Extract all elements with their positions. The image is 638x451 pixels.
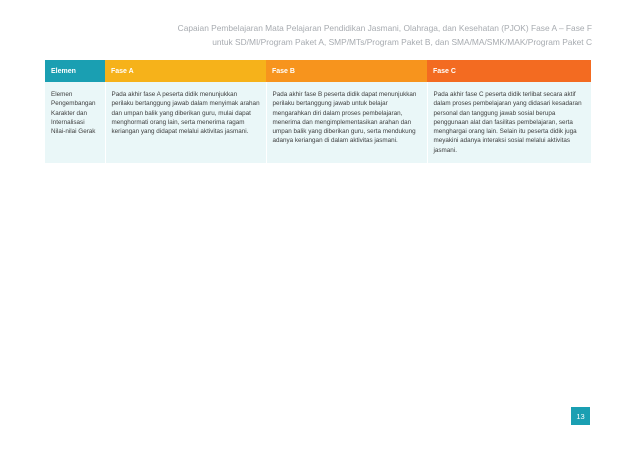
cell-fase-c: Pada akhir fase C peserta didik terlibat secara aktif dalam proses pembelajaran yang didasari kesadaran personal dan tanggung jawab sosial berupa penggunaan alat dan fasilitas pembelajaran, serta menghargai orang lain. Selain itu peserta didik juga meyakini adanya interaksi sosial melalui aktivitas jasmani. <box>427 82 591 163</box>
header-clip <box>0 0 638 60</box>
page-number: 13 <box>576 411 585 421</box>
header-fase-c: Fase C <box>427 60 591 82</box>
cell-fase-a: Pada akhir fase A peserta didik menunjukkan perilaku bertanggung jawab dalam menyimak arahan dan umpan balik yang diberikan guru, mulai dapat menghormati orang lain, serta menerima ragam keriangan yang didapat melalui aktivitas jasmani. <box>105 82 266 163</box>
cell-fase-b: Pada akhir fase B peserta didik dapat menunjukkan perilaku bertanggung jawab untuk belajar mengarahkan diri dalam proses pembelajaran, menerima dan mengimplementasikan arahan dan umpan balik yang diberikan guru, serta mendukung adanya keriangan di dalam aktivitas jasmani. <box>266 82 427 163</box>
header-fase-b: Fase B <box>266 60 427 82</box>
page-number-badge <box>571 407 590 425</box>
cell-elemen: Elemen Pengembangan Karakter dan Internalisasi Nilai-nilai Gerak <box>45 82 105 163</box>
header-elemen: Elemen <box>45 60 105 82</box>
header-fase-a: Fase A <box>105 60 266 82</box>
table-row <box>45 82 591 163</box>
capaian-table <box>45 60 592 163</box>
header-line-2: untuk SD/MI/Program Paket A, SMP/MTs/Program Paket B, dan SMA/MA/SMK/MAK/Program Paket C <box>212 37 592 47</box>
header-line-1: Capaian Pembelajaran Mata Pelajaran Pendidikan Jasmani, Olahraga, dan Kesehatan (PJOK) Fase A – Fase F <box>177 23 592 33</box>
table-header-row <box>45 60 591 82</box>
document-header <box>178 21 592 49</box>
